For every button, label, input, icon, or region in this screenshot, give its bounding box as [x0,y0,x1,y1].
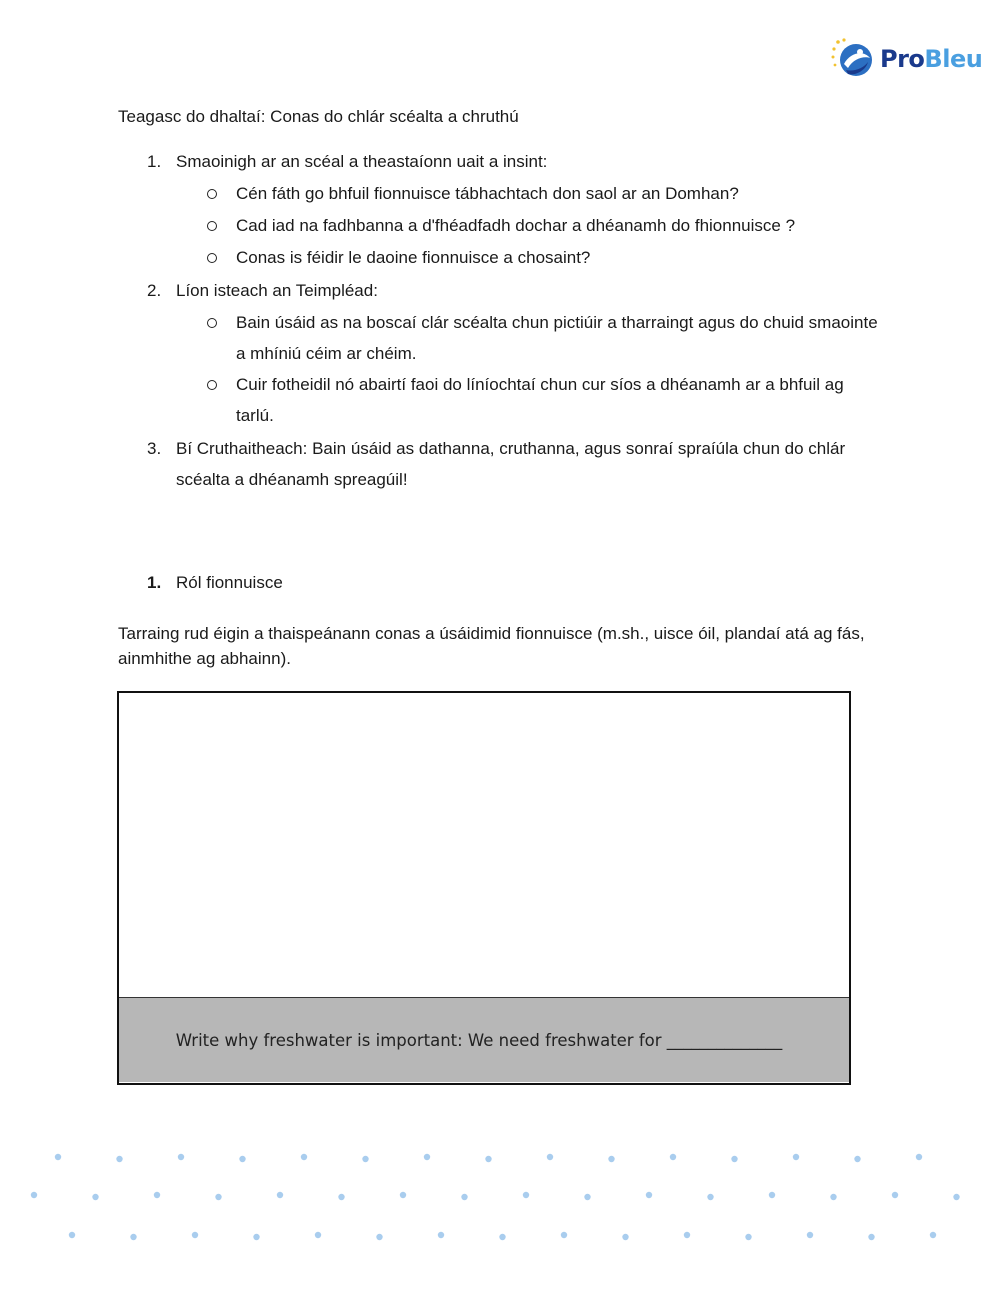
dot-icon [55,1154,61,1160]
step-1-bullet-2: Cad iad na fadhbanna a d'fhéadfadh dochar a dhéanamh do fhionnuisce ? [236,216,796,235]
section-number: 1. [147,573,162,592]
section-title: Ról fionnuisce [176,573,283,592]
dot-icon [376,1234,382,1240]
step-1-bullet-3: Conas is féidir le daoine fionnuisce a chosaint? [236,248,591,267]
probleu-logo [830,38,982,80]
dot-icon [953,1194,959,1200]
dot-icon [807,1232,813,1238]
step-1-text: Smaoinigh ar an scéal a theastaíonn uait a insint: [176,152,548,171]
dot-icon [868,1234,874,1240]
dot-icon [584,1194,590,1200]
bullet-icon [207,380,217,390]
dot-icon [192,1232,198,1238]
dot-icon [547,1154,553,1160]
dot-icon [745,1234,751,1240]
dot-icon [769,1192,775,1198]
dot-icon [438,1232,444,1238]
dot-icon [400,1192,406,1198]
dot-icon [930,1232,936,1238]
dot-icon [178,1154,184,1160]
dot-icon [731,1156,737,1162]
dot-icon [239,1156,245,1162]
logo-wordmark: ProBleu [880,45,983,73]
dot-icon [485,1156,491,1162]
bullet-icon [207,318,217,328]
dot-icon [622,1234,628,1240]
dot-icon [277,1192,283,1198]
dot-icon [362,1156,368,1162]
step-1-number: 1. [147,152,162,171]
step-2-bullet-1: Bain úsáid as na boscaí clár scéalta chun pictiúir a tharraingt agus do chuid smaointe a mhíniú céim ar chéim. [236,313,878,363]
dot-icon [338,1194,344,1200]
caption-text: Write why freshwater is important: We need freshwater for ______________ [175,1030,783,1050]
caption-box[interactable] [119,997,849,1082]
dot-icon [892,1192,898,1198]
dot-icon [301,1154,307,1160]
dot-icon [561,1232,567,1238]
dot-icon [608,1156,614,1162]
step-2-number: 2. [147,281,162,300]
dot-icon [31,1192,37,1198]
dot-icon [92,1194,98,1200]
dot-icon [499,1234,505,1240]
dot-icon [315,1232,321,1238]
dot-icon [69,1232,75,1238]
dot-icon [670,1154,676,1160]
dot-icon [215,1194,221,1200]
step-1-bullet-1: Cén fáth go bhfuil fionnuisce tábhachtach don saol ar an Domhan? [236,184,739,203]
dot-icon [854,1156,860,1162]
probleu-logo-icon [830,38,876,80]
dot-icon [830,1194,836,1200]
dot-icon [130,1234,136,1240]
step-2-bullet-2: Cuir fotheidil nó abairtí faoi do líníochtaí chun cur síos a dhéanamh ar a bhfuil ag tarlú. [236,375,844,425]
dot-icon [646,1192,652,1198]
step-3-text: Bí Cruthaitheach: Bain úsáid as dathanna, cruthanna, agus sonraí spraíúla chun do chlár scéalta a dhéanamh spreagúil! [176,439,846,489]
step-3-number: 3. [147,439,162,458]
dot-icon [684,1232,690,1238]
dot-icon [116,1156,122,1162]
step-2-text: Líon isteach an Teimpléad: [176,281,378,300]
drawing-prompt: Tarraing rud éigin a thaispeánann conas a úsáidimid fionnuisce (m.sh., uisce óil, plandaí atá ag fás, ainmhithe ag abhainn). [118,624,865,668]
intro-heading: Teagasc do dhaltaí: Conas do chlár scéalta a chruthú [118,107,519,126]
bullet-icon [207,189,217,199]
dot-icon [461,1194,467,1200]
decorative-dots [0,1140,1000,1260]
dot-icon [253,1234,259,1240]
dot-icon [154,1192,160,1198]
dot-icon [424,1154,430,1160]
dot-icon [523,1192,529,1198]
bullet-icon [207,221,217,231]
dot-icon [707,1194,713,1200]
dot-icon [793,1154,799,1160]
bullet-icon [207,253,217,263]
dot-icon [916,1154,922,1160]
